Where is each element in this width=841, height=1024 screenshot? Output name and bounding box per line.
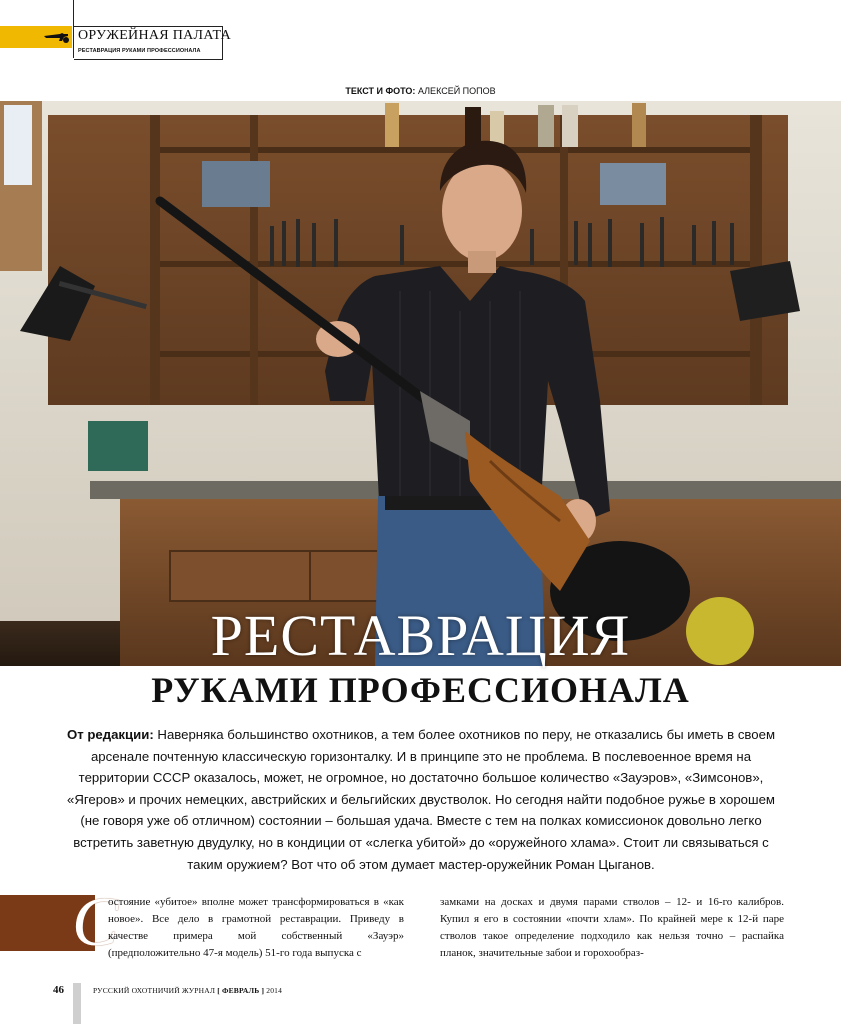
byline-label: ТЕКСТ И ФОТО: <box>345 86 416 96</box>
dropcap-letter: С <box>72 884 119 961</box>
byline <box>0 86 841 96</box>
section-subtitle: РЕСТАВРАЦИЯ РУКАМИ ПРОФЕССИОНАЛА <box>78 48 201 54</box>
issue-year: 2014 <box>266 986 283 995</box>
headline-secondary: РУКАМИ ПРОФЕССИОНАЛА <box>151 670 690 710</box>
lead-text: Наверняка большинство охотников, а тем более охотников по перу, не отказались бы иметь в своем арсенале почтенную классическую горизонталку. И в принципе это не проблема. В послевоенное время на территории СССР оказалось, может, не огромное, но достаточно большое количество «Зауэров», «Зимсонов», «Ягеров» и прочих немецких, австрийских и бельгийских двустволок. Но сегодня найти подобное ружье в хорошем (не говоря уже об отличном) состоянии – большая удача. Вместе с тем на полках комиссионок довольно легко встретить заветную двудулку, но в кондиции от «слегка убитой» до «оружейного хлама». Стоит ли связываться с таким оружием? Вот что об этом думает мастер-оружейник Роман Цыганов. <box>67 727 776 872</box>
article-column-right <box>440 894 784 962</box>
article-column-left <box>108 894 404 962</box>
workshop-photo <box>0 101 841 666</box>
headline-main: РЕСТАВРАЦИЯ <box>210 603 631 668</box>
issue-month: [ ФЕВРАЛЬ ] <box>217 986 265 995</box>
gun-emblem-icon <box>42 30 70 46</box>
page-number: 46 <box>53 984 64 996</box>
byline-author: АЛЕКСЕЙ ПОПОВ <box>417 86 496 96</box>
footer-divider <box>73 983 81 1024</box>
lead-label: От редакции: <box>66 727 154 742</box>
editorial-lead <box>66 724 776 875</box>
gunsmith-portrait-image <box>0 101 841 666</box>
footer-running-title <box>93 986 282 995</box>
article-paragraph-left: остояние «убитое» вполне может трансформироваться в «как новое». Все дело в грамотной реставрации. Приведу в качестве примера мой собственный «Зауэр» (предположительно 47-я модель) 51-го года выпуска с <box>108 896 404 959</box>
section-title: ОРУЖЕЙНАЯ ПАЛАТА <box>78 28 232 43</box>
magazine-name: РУССКИЙ ОХОТНИЧИЙ ЖУРНАЛ <box>93 986 216 995</box>
article-paragraph-right: замками на досках и двумя парами стволов – 12- и 16-го калибров. Купил я его в состоянии «почти хлам». По крайней мере к 12-й паре стволов такое определение подходило как нельзя точно – распайка планок, значительные забои и горохообраз- <box>440 896 784 959</box>
